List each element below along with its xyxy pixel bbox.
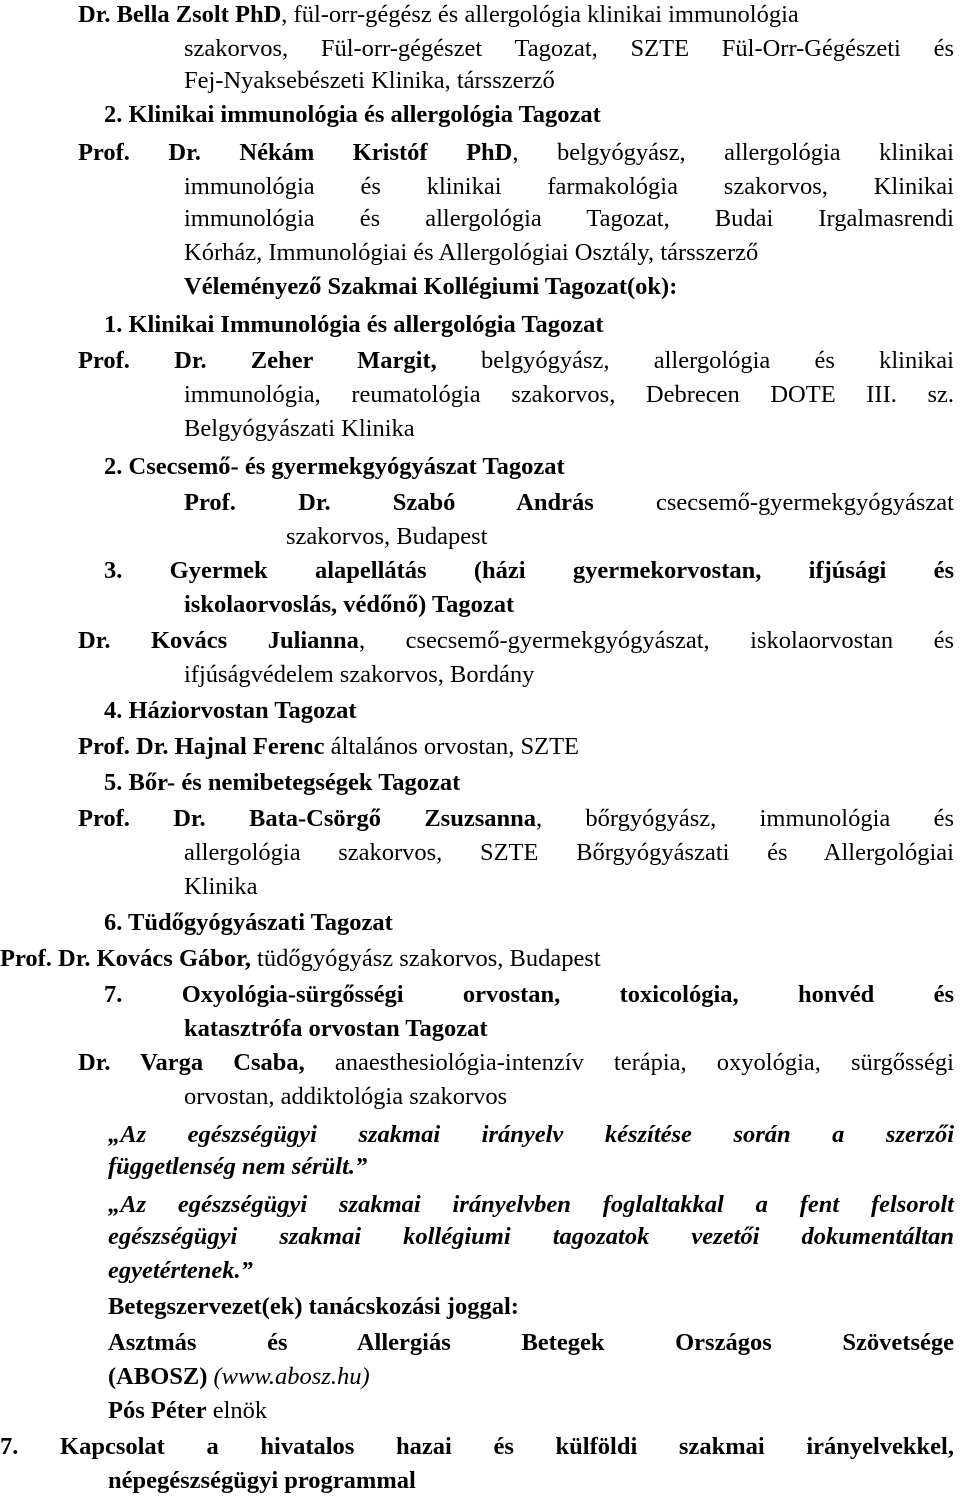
quote-text: egyetértenek.” [108,1257,253,1284]
heading-text: 2. Csecsemő- és gyermekgyógyászat Tagozat [104,453,565,480]
quote-text: „Az egészségügyi szakmai irányelv készítése során a szerzői [108,1121,954,1148]
review-5-line1 [78,804,954,834]
org-name: Asztmás és Allergiás Betegek Országos Szövetsége [108,1329,954,1356]
review-2-line1 [184,488,954,518]
patient-org-line2 [108,1362,370,1392]
review-3-heading-line2 [184,590,514,620]
review-3-line1 [78,626,954,656]
review-6-line1 [0,944,601,974]
quote-text: függetlenség nem sérült.” [108,1153,368,1180]
heading-text: 7. Kapcsolat a hivatalos hazai és külföldi szakmai irányelvekkel, [0,1433,954,1460]
quote-2-line3 [108,1256,253,1286]
section-7-heading-line2 [108,1466,416,1496]
reviewer-role: belgyógyász, allergológia és klinikai [436,347,954,374]
review-3-line2: ifjúságvédelem szakorvos, Bordány [184,661,535,688]
org-abbr: (ABOSZ) [108,1363,208,1390]
reviewer-name: Prof. Dr. Zeher Margit, [78,347,437,374]
review-7-line1 [78,1048,954,1078]
reviewer-role: általános orvostan, SZTE [324,733,580,760]
person-name: Pós Péter [108,1397,207,1424]
review-6-heading [104,908,393,938]
review-2-heading [104,452,565,482]
org-url: (www.abosz.hu) [213,1363,370,1390]
section-2-heading [104,100,601,130]
author-bella-line1 [78,0,799,30]
author-nekam-line1 [78,138,954,168]
author-bella-line3: Fej-Nyaksebészeti Klinika, társszerző [184,67,555,94]
heading-text: iskolaorvoslás, védőnő) Tagozat [184,591,515,618]
heading-text: 2. Klinikai immunológia és allergológia Tagozat [104,101,601,128]
reviewer-name: Prof. Dr. Szabó András [184,489,594,516]
review-4-line1 [78,732,579,762]
author-nekam-line4: Kórház, Immunológiai és Allergológiai Osztály, társszerző [184,239,759,266]
reviewer-name: Prof. Dr. Bata-Csörgő Zsuzsanna [78,805,536,832]
heading-text: katasztrófa orvostan Tagozat [184,1015,488,1042]
reviewer-role: , csecsemő-gyermekgyógyászat, iskolaorvostan és [358,627,954,654]
review-5-line3: Klinika [184,873,258,900]
review-4-heading [104,696,357,726]
heading-text: népegészségügyi programmal [108,1467,416,1494]
reviewer-role: anaesthesiológia-intenzív terápia, oxyológia, sürgősségi [304,1049,954,1076]
heading-text: 7. Oxyológia-sürgősségi orvostan, toxicológia, honvéd és [104,981,954,1008]
review-5-line2: allergológia szakorvos, SZTE Bőrgyógyászati és Allergológiai [184,839,954,866]
heading-text: 4. Háziorvostan Tagozat [104,697,357,724]
reviewer-name: Prof. Dr. Hajnal Ferenc [78,733,325,760]
review-7-heading-line1 [104,980,954,1010]
review-1-heading [104,310,604,340]
quote-2-line2 [108,1222,954,1252]
section-7-heading-line1 [0,1432,954,1462]
heading-text: 1. Klinikai Immunológia és allergológia Tagozat [104,311,604,338]
quote-text: „Az egészségügyi szakmai irányelvben foglaltakkal a fent felsorolt [108,1191,954,1218]
reviewer-name: Dr. Kovács Julianna [78,627,359,654]
review-3-heading-line1 [104,556,954,586]
review-2-line2: szakorvos, Budapest [286,523,488,550]
review-heading [184,272,677,302]
author-nekam-line3: immunológia és allergológia Tagozat, Budai Irgalmasrendi [184,205,954,232]
patient-org-line1 [108,1328,954,1358]
heading-text: Véleményező Szakmai Kollégiumi Tagozat(ok): [184,273,678,300]
review-1-line2: immunológia, reumatológia szakorvos, Debrecen DOTE III. sz. [184,381,954,408]
heading-text: 6. Tüdőgyógyászati Tagozat [104,909,393,936]
heading-text: 3. Gyermek alapellátás (házi gyermekorvostan, ifjúsági és [104,557,954,584]
author-role: , belgyógyász, allergológia klinikai [512,139,954,166]
heading-text: 5. Bőr- és nemibetegségek Tagozat [104,769,461,796]
patient-org-person [108,1396,267,1426]
reviewer-role: , bőrgyógyász, immunológia és [535,805,954,832]
quote-1-line1 [108,1120,954,1150]
heading-text: Betegszervezet(ek) tanácskozási joggal: [108,1293,519,1320]
review-7-heading-line2 [184,1014,488,1044]
patient-org-heading [108,1292,519,1322]
author-bella-line2: szakorvos, Fül-orr-gégészet Tagozat, SZTE Fül-Orr-Gégészeti és [184,35,954,62]
review-7-line2: orvostan, addiktológia szakorvos [184,1083,508,1110]
reviewer-role: csecsemő-gyermekgyógyászat [593,489,954,516]
person-role: elnök [206,1397,268,1424]
review-1-line1 [78,346,954,376]
author-role: , fül-orr-gégész és allergológia klinikai immunológia [281,1,799,28]
author-name: Dr. Bella Zsolt PhD [78,1,282,28]
quote-1-line2 [108,1152,367,1182]
quote-2-line1 [108,1190,954,1220]
author-name: Prof. Dr. Nékám Kristóf PhD [78,139,513,166]
quote-text: egészségügyi szakmai kollégiumi tagozatok vezetői dokumentáltan [108,1223,954,1250]
reviewer-role: tüdőgyógyász szakorvos, Budapest [250,945,601,972]
reviewer-name: Prof. Dr. Kovács Gábor, [0,945,251,972]
review-5-heading [104,768,460,798]
author-nekam-line2: immunológia és klinikai farmakológia szakorvos, Klinikai [184,173,954,200]
reviewer-name: Dr. Varga Csaba, [78,1049,305,1076]
review-1-line3: Belgyógyászati Klinika [184,415,415,442]
